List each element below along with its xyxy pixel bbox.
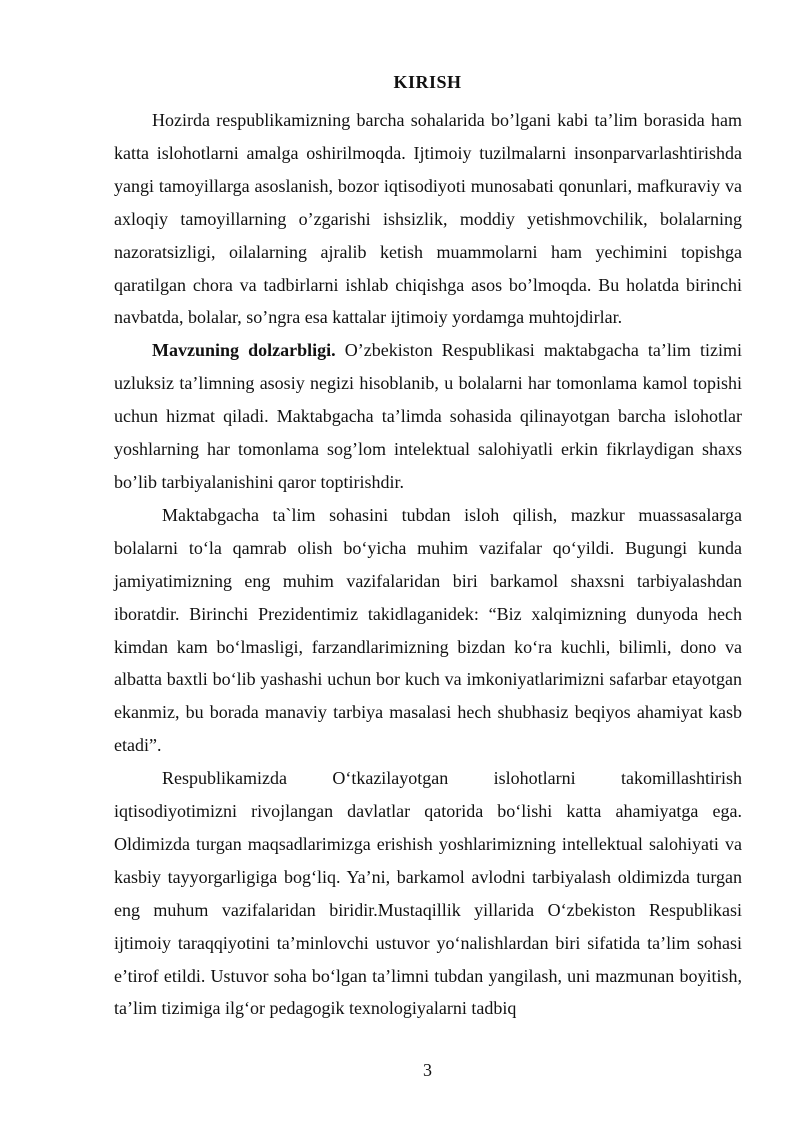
- paragraph-text: Maktabgacha ta`lim sohasini tubdan isloh qilish, mazkur muassasalarga bolalarni to‘la qamrab olish bo‘yicha muhim vazifalar qo‘yildi. Bugungi kunda jamiyatimizning eng muhim vazifalaridan biri barkamol shaxsni tarbiyalashdan iboratdir. Birinchi Prezidentimiz takidlaganidek: “Biz xalqimizning dunyoda hech kimdan kam bo‘lmasligi, farzandlarimizning bizdan ko‘ra kuchli, bilimli, dono va albatta baxtli bo‘lib yashashi uchun bor kuch va imkoniyatlarimizni safarbar etayotgan ekanmiz, bu borada manaviy tarbiya masalasi hech shubhasiz beqiyos ahamiyat kasb etadi”.: [114, 504, 742, 756]
- page-number: 3: [423, 1060, 432, 1080]
- paragraph-lead: Mavzuning dolzarbligi.: [152, 340, 336, 361]
- document-body: [114, 104, 742, 1025]
- document-title: KIRISH: [393, 72, 462, 92]
- paragraph-reforms: [114, 762, 742, 1025]
- paragraph-relevance: [114, 334, 742, 499]
- paragraph-text: Respublikamizda O‘tkazilayotgan islohotlarni takomillashtirish iqtisodiyotimizni rivojlangan davlatlar qatorida bo‘lishi katta ahamiyatga ega. Oldimizda turgan maqsadlarimizga erishish yoshlarimizning intellektual salohiyati va kasbiy tayyorgarligiga bog‘liq. Ya’ni, barkamol avlodni tarbiyalash oldimizda turgan eng muhum vazifalaridan biridir.Mustaqillik yillarida O‘zbekiston Respublikasi ijtimoiy taraqqiyotini ta’minlovchi ustuvor yo‘nalishlardan biri sifatida ta’lim sohasi e’tirof etildi. Ustuvor soha bo‘lgan ta’limni tubdan yangilash, uni mazmunan boyitish, ta’lim tizimiga ilg‘or pedagogik texnologiyalarni tadbiq: [114, 768, 742, 1019]
- paragraph-preschool: [114, 499, 742, 762]
- paragraph-text: O’zbekiston Respublikasi maktabgacha ta’lim tizimi uzluksiz ta’limning asosiy negizi hisoblanib, u bolalarni har tomonlama kamol topishi uchun hizmat qiladi. Maktabgacha ta’limda sohasida qilinayotgan barcha islohotlar yoshlarning har tomonlama sog’lom intelektual salohiyatli erkin fikrlaydigan shaxs bo’lib tarbiyalanishini qaror toptirishdir.: [114, 340, 743, 492]
- paragraph-intro: [114, 104, 742, 334]
- paragraph-text: Hozirda respublikamizning barcha sohalarida bo’lgani kabi ta’lim borasida ham katta islohotlarni amalga oshirilmoqda. Ijtimoiy tuzilmalarni insonparvarlashtirishda yangi tamoyillarga asoslanish, bozor iqtisodiyoti munosabati qonunlari, mafkuraviy va axloqiy tamoyillarning o’zgarishi ishsizlik, moddiy yetishmovchilik, bolalarning nazoratsizligi, oilalarning ajralib ketish muammolarni ham yechimini topishga qaratilgan chora va tadbirlarni ishlab chiqishga asos bo’lmoqda. Bu holatda birinchi navbatda, bolalar, so’ngra esa kattalar ijtimoiy yordamga muhtojdirlar.: [114, 110, 742, 328]
